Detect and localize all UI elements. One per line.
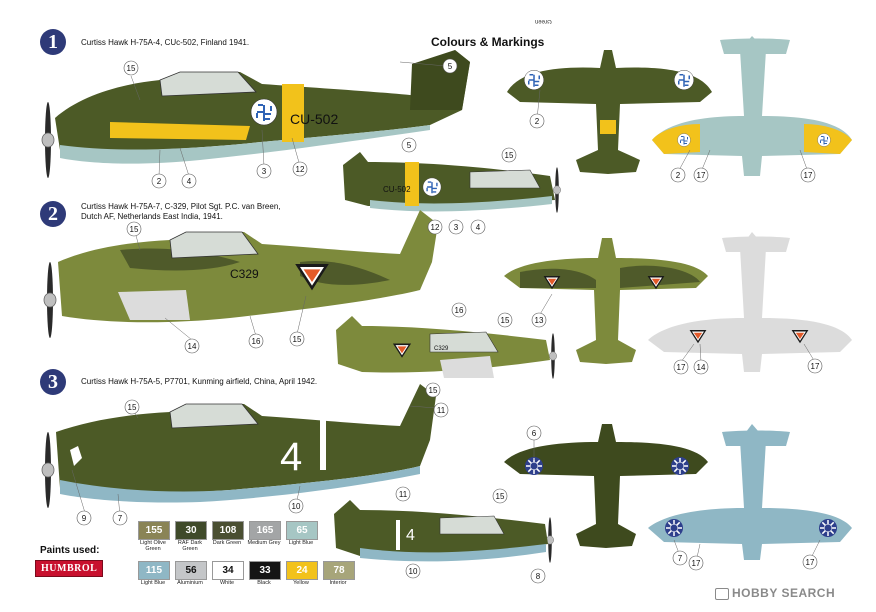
callout: 3 <box>453 223 459 232</box>
finland-code-small: CU-502 <box>383 185 411 194</box>
paint-chip: 56 <box>175 561 207 580</box>
scheme-2-title: Curtiss Hawk H-75A-7, C-329, Pilot Sgt. P.C. van Breen, Dutch AF, Netherlands East India, 1941. <box>81 202 281 221</box>
callout: 17 <box>676 363 686 372</box>
paint-chip: 115 <box>138 561 170 580</box>
callout: 17 <box>803 171 813 180</box>
callout: 10 <box>291 502 301 511</box>
callout: 17 <box>696 171 706 180</box>
aircraft-3-bottom-view <box>648 424 852 560</box>
callout: 17 <box>805 558 815 567</box>
callout: 2 <box>675 171 681 180</box>
callout: 15 <box>495 492 505 501</box>
callout: 16 <box>251 337 261 346</box>
paints-used-label: Paints used: <box>40 545 100 556</box>
humbrol-logo: HUMBROL <box>35 560 103 577</box>
dutch-code-small: C329 <box>434 346 449 352</box>
callout: 4 <box>475 223 481 232</box>
paint-chip: 165 <box>249 521 281 540</box>
paint-chip: 78 <box>323 561 355 580</box>
callout: 5 <box>406 141 412 150</box>
callout: 13 <box>534 316 544 325</box>
s1-top-callouts <box>530 114 544 128</box>
s3-top-callouts <box>527 426 541 440</box>
china-number-small: 4 <box>406 527 415 544</box>
aircraft-1-side-view <box>42 50 470 178</box>
callout: 9 <box>81 514 87 523</box>
callout: 11 <box>398 490 408 499</box>
aircraft-1-bottom-view <box>652 36 852 176</box>
china-serial: P7701 <box>370 405 391 412</box>
callout: 14 <box>187 342 197 351</box>
callout: 12 <box>295 165 305 174</box>
callout: 8 <box>535 572 541 581</box>
paint-chip: 30 <box>175 521 207 540</box>
scheme-1-title: Curtiss Hawk H-75A-4, CUc-502, Finland 1941. <box>81 38 250 47</box>
hobby-search-logo-icon <box>715 588 729 600</box>
watermark: HOBBY SEARCH <box>732 586 836 600</box>
page-heading: Colours & Markings <box>431 35 545 49</box>
callout: 7 <box>117 514 123 523</box>
s1-bottom-callouts <box>671 168 815 182</box>
callout: 3 <box>261 167 267 176</box>
callout: 14 <box>696 363 706 372</box>
aircraft-3-side-view <box>42 384 436 508</box>
callout: 16 <box>454 306 464 315</box>
callout: 11 <box>436 406 446 415</box>
dutch-code: C329 <box>230 267 259 281</box>
scheme-3-number: 3 <box>40 369 66 395</box>
callout: 4 <box>186 177 192 186</box>
paint-chip-label: Light Blue <box>288 540 314 546</box>
callout: 15 <box>504 151 514 160</box>
paint-chip-label: White <box>219 580 235 586</box>
aircraft-3-small-side-view <box>334 500 554 563</box>
finland-code: CU-502 <box>290 111 339 127</box>
paint-chip-label: Aluminium <box>177 580 203 586</box>
callout: 5 <box>447 62 453 71</box>
scheme-3-title: Curtiss Hawk H-75A-5, P7701, Kunming airfield, China, April 1942. <box>81 377 318 386</box>
paint-chip-label: RAF Dark Green <box>177 540 203 552</box>
callout: 15 <box>428 386 438 395</box>
callout: 2 <box>534 117 540 126</box>
paint-chip-label: Light Blue <box>140 580 166 586</box>
paint-chip-label: Dark Green <box>212 540 242 546</box>
callout: 10 <box>408 567 418 576</box>
paint-chip-label: Light Olive Green <box>140 540 166 552</box>
callout: 2 <box>156 177 162 186</box>
callout: 15 <box>126 64 136 73</box>
paint-chip: 33 <box>249 561 281 580</box>
callout: 17 <box>691 559 701 568</box>
paint-chip: 108 <box>212 521 244 540</box>
upside-down-label: Green <box>535 18 552 24</box>
paint-chip: 24 <box>286 561 318 580</box>
scheme-2-number: 2 <box>40 201 66 227</box>
china-number: 4 <box>280 435 303 479</box>
paint-chip-label: Yellow <box>293 580 309 586</box>
callout: 15 <box>292 335 302 344</box>
paint-chip-label: Interior <box>329 580 347 586</box>
scheme-1-number: 1 <box>40 29 66 55</box>
s2-top-callouts <box>532 313 546 327</box>
paint-chip: 155 <box>138 521 170 540</box>
callout: 12 <box>430 223 440 232</box>
aircraft-2-bottom-view <box>648 232 852 372</box>
callout: 15 <box>127 403 137 412</box>
callout: 6 <box>531 429 537 438</box>
callout: 15 <box>500 316 510 325</box>
callout: 17 <box>810 362 820 371</box>
paint-chip: 34 <box>212 561 244 580</box>
aircraft-1-small-side-view <box>343 152 561 213</box>
callout: 15 <box>129 225 139 234</box>
callout: 7 <box>677 554 683 563</box>
paint-chip-label: Black <box>257 580 271 586</box>
paint-chip: 65 <box>286 521 318 540</box>
paint-chip-label: Medium Grey <box>247 540 281 546</box>
